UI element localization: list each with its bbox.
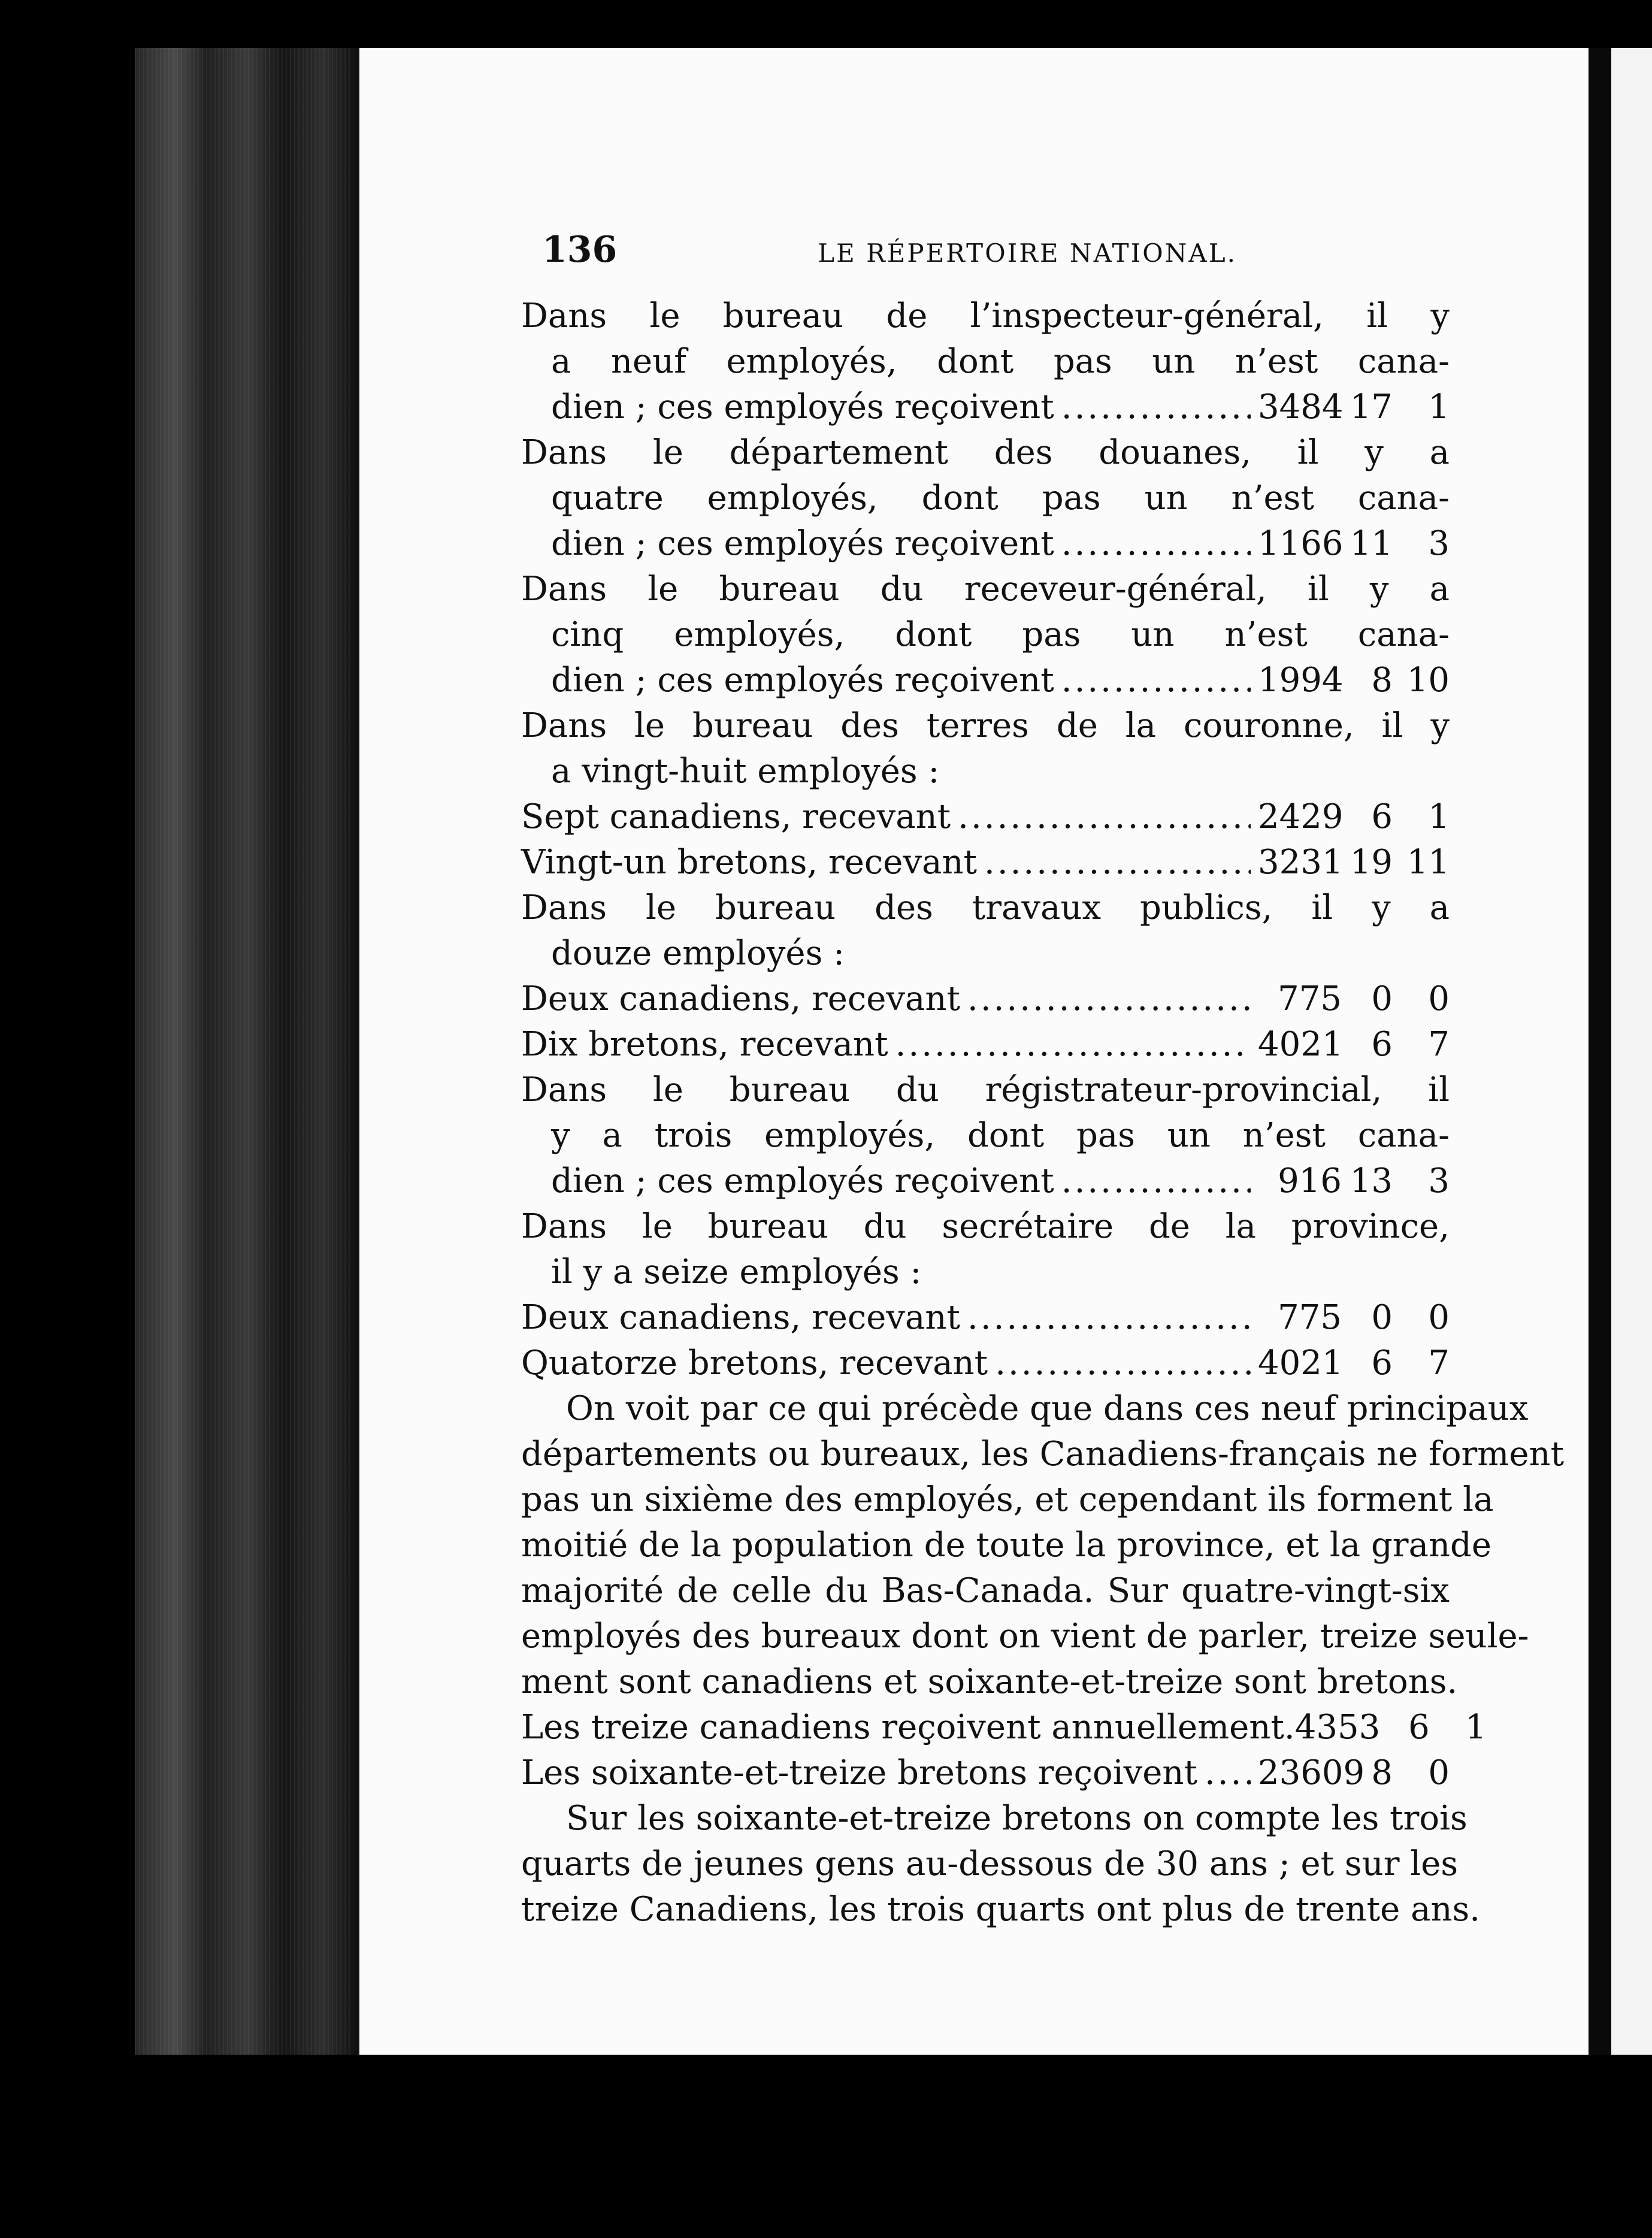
text-line <box>521 339 1450 385</box>
amount-shillings: 0 <box>1371 979 1393 1018</box>
amount-pounds: 3484 <box>1258 388 1344 427</box>
page-body <box>521 294 1565 1932</box>
amount-pence: 0 <box>1428 1298 1450 1337</box>
amount-pounds: 1166 <box>1258 524 1344 563</box>
line-text: moitié de la population de toute la province, et la grande <box>521 1526 1492 1565</box>
amount-line <box>521 1750 1450 1796</box>
amount-shillings: 0 <box>1371 1298 1393 1337</box>
line-text: quatre employés, dont pas un n’est cana- <box>551 479 1450 518</box>
amount <box>1258 1022 1450 1067</box>
text-line <box>521 294 1450 339</box>
amount-shillings: 6 <box>1408 1708 1430 1747</box>
amount-shillings: 8 <box>1371 1753 1393 1792</box>
amount-shillings: 11 <box>1350 524 1393 563</box>
amount-line <box>521 1022 1450 1067</box>
amount <box>1258 658 1450 703</box>
text-line <box>521 476 1450 521</box>
line-text: Les soixante-et-treize bretons reçoivent <box>521 1753 1197 1792</box>
line-text: Les treize canadiens reçoivent annuellement. <box>521 1708 1295 1747</box>
text-line <box>521 430 1450 476</box>
dot-leader <box>895 1022 1251 1067</box>
amount-shillings: 17 <box>1350 388 1393 427</box>
dot-leader <box>1061 658 1251 703</box>
amount-line <box>521 658 1450 703</box>
amount-shillings: 6 <box>1371 1025 1393 1064</box>
amount <box>1258 521 1450 567</box>
amount-pounds: 3231 <box>1258 843 1344 882</box>
line-text: dien ; ces employés reçoivent <box>551 1162 1054 1200</box>
page-gutter <box>1589 48 1611 2055</box>
line-text: quarts de jeunes gens au-dessous de 30 ans ; et sur les <box>521 1844 1459 1883</box>
line-text: Dans le bureau du secrétaire de la province, <box>521 1207 1450 1246</box>
text-line <box>521 931 1450 976</box>
text-line <box>521 1659 1458 1705</box>
text-line <box>521 703 1450 749</box>
amount-line <box>521 794 1450 840</box>
line-text: Dix bretons, recevant <box>521 1025 888 1064</box>
line-text: dien ; ces employés reçoivent <box>551 524 1054 563</box>
text-line <box>521 1841 1459 1887</box>
line-text: a neuf employés, dont pas un n’est cana- <box>551 342 1450 381</box>
text-line <box>521 885 1450 931</box>
amount-pence: 11 <box>1406 843 1450 882</box>
amount <box>1258 1341 1450 1386</box>
text-line <box>521 1887 1481 1932</box>
amount-pounds: 1994 <box>1258 661 1344 700</box>
text-line <box>521 1204 1450 1250</box>
amount-pence: 1 <box>1428 797 1450 836</box>
amount <box>1258 976 1450 1022</box>
text-line <box>521 1250 1450 1295</box>
dot-leader <box>1061 1159 1251 1204</box>
line-text: majorité de celle du Bas-Canada. Sur quatre-vingt-six <box>521 1571 1450 1610</box>
book-spine <box>135 48 359 2055</box>
line-text: On voit par ce qui précède que dans ces neuf principaux <box>566 1389 1529 1428</box>
amount <box>1258 1750 1450 1796</box>
amount-pence: 0 <box>1428 979 1450 1018</box>
dot-leader <box>984 840 1251 885</box>
line-text: Quatorze bretons, recevant <box>521 1344 988 1383</box>
amount <box>1258 794 1450 840</box>
amount <box>1295 1705 1487 1750</box>
amount-pounds: 916 <box>1278 1162 1342 1200</box>
amount-shillings: 8 <box>1371 661 1393 700</box>
amount-pounds: 2429 <box>1258 797 1344 836</box>
line-text: a vingt-huit employés : <box>551 752 940 791</box>
amount-pounds: 775 <box>1278 1298 1342 1337</box>
line-text: Deux canadiens, recevant <box>521 1298 961 1337</box>
amount-line <box>521 840 1450 885</box>
line-text: Sept canadiens, recevant <box>521 797 951 836</box>
text-line <box>521 1386 1529 1432</box>
amount-pounds: 4021 <box>1258 1025 1344 1064</box>
amount-pounds: 4021 <box>1258 1344 1344 1383</box>
text-line <box>521 1067 1450 1113</box>
amount <box>1258 840 1450 885</box>
line-text: ment sont canadiens et soixante-et-treize sont bretons. <box>521 1662 1458 1701</box>
amount-shillings: 6 <box>1371 797 1393 836</box>
adjacent-page-edge <box>1611 48 1652 2055</box>
line-text: départements ou bureaux, les Canadiens-français ne forment <box>521 1435 1565 1474</box>
scan-top-border <box>0 0 1652 48</box>
line-text: dien ; ces employés reçoivent <box>551 388 1054 427</box>
line-text: pas un sixième des employés, et cependant ils forment la <box>521 1480 1494 1519</box>
text-line <box>521 1523 1492 1568</box>
line-text: il y a seize employés : <box>551 1253 922 1292</box>
text-line <box>521 1796 1468 1841</box>
line-text: Dans le bureau de l’inspecteur-général, il y <box>521 297 1450 335</box>
dot-leader <box>995 1341 1251 1386</box>
text-line <box>521 1614 1529 1659</box>
line-text: cinq employés, dont pas un n’est cana- <box>551 615 1450 654</box>
amount-shillings: 19 <box>1350 843 1393 882</box>
text-line <box>521 1568 1450 1614</box>
amount-pounds: 4353 <box>1294 1708 1381 1747</box>
line-text: Sur les soixante-et-treize bretons on compte les trois <box>566 1799 1468 1838</box>
amount-line <box>521 385 1450 430</box>
amount-pence: 7 <box>1428 1344 1450 1383</box>
dot-leader <box>1061 385 1251 430</box>
line-text: Dans le bureau des terres de la couronne, il y <box>521 706 1450 745</box>
dot-leader <box>967 976 1251 1022</box>
amount <box>1258 385 1450 430</box>
amount-line <box>521 1705 1487 1750</box>
line-text: Dans le bureau des travaux publics, il y a <box>521 888 1450 927</box>
amount-line <box>521 521 1450 567</box>
amount-pence: 0 <box>1428 1753 1450 1792</box>
amount-pence: 10 <box>1406 661 1450 700</box>
line-text: employés des bureaux dont on vient de parler, treize seule- <box>521 1617 1529 1656</box>
line-text: Deux canadiens, recevant <box>521 979 961 1018</box>
text-line <box>521 612 1450 658</box>
scan-bottom-border <box>0 2055 1652 2238</box>
amount-pounds: 23609 <box>1258 1753 1365 1792</box>
amount-line <box>521 1341 1450 1386</box>
line-text: douze employés : <box>551 934 845 973</box>
running-title: LE RÉPERTOIRE NATIONAL. <box>818 238 1237 268</box>
amount-line <box>521 1159 1450 1204</box>
amount-pence: 7 <box>1428 1025 1450 1064</box>
line-text: dien ; ces employés reçoivent <box>551 661 1054 700</box>
page-number: 136 <box>542 229 618 271</box>
line-text: y a trois employés, dont pas un n’est cana- <box>551 1116 1450 1155</box>
running-head <box>542 229 1237 271</box>
dot-leader <box>967 1295 1251 1341</box>
text-line <box>521 1113 1450 1159</box>
amount-line <box>521 1295 1450 1341</box>
text-line <box>521 567 1450 612</box>
dot-leader <box>958 794 1251 840</box>
amount-pence: 3 <box>1428 1162 1450 1200</box>
line-text: Vingt-un bretons, recevant <box>521 843 978 882</box>
amount <box>1258 1295 1450 1341</box>
amount-pounds: 775 <box>1278 979 1342 1018</box>
amount-shillings: 13 <box>1350 1162 1393 1200</box>
line-text: Dans le département des douanes, il y a <box>521 433 1450 472</box>
dot-leader <box>1205 1750 1251 1796</box>
text-line <box>521 749 1450 794</box>
line-text: Dans le bureau du receveur-général, il y a <box>521 570 1450 609</box>
dot-leader <box>1061 521 1251 567</box>
amount-line <box>521 976 1450 1022</box>
text-line <box>521 1432 1565 1477</box>
line-text: treize Canadiens, les trois quarts ont plus de trente ans. <box>521 1890 1481 1929</box>
line-text: Dans le bureau du régistrateur-provincial, il <box>521 1070 1450 1109</box>
amount-pence: 3 <box>1428 524 1450 563</box>
spine-edge <box>353 48 359 2055</box>
amount-pence: 1 <box>1465 1708 1487 1747</box>
amount-pence: 1 <box>1428 388 1450 427</box>
amount <box>1258 1159 1450 1204</box>
amount-shillings: 6 <box>1371 1344 1393 1383</box>
text-line <box>521 1477 1494 1523</box>
